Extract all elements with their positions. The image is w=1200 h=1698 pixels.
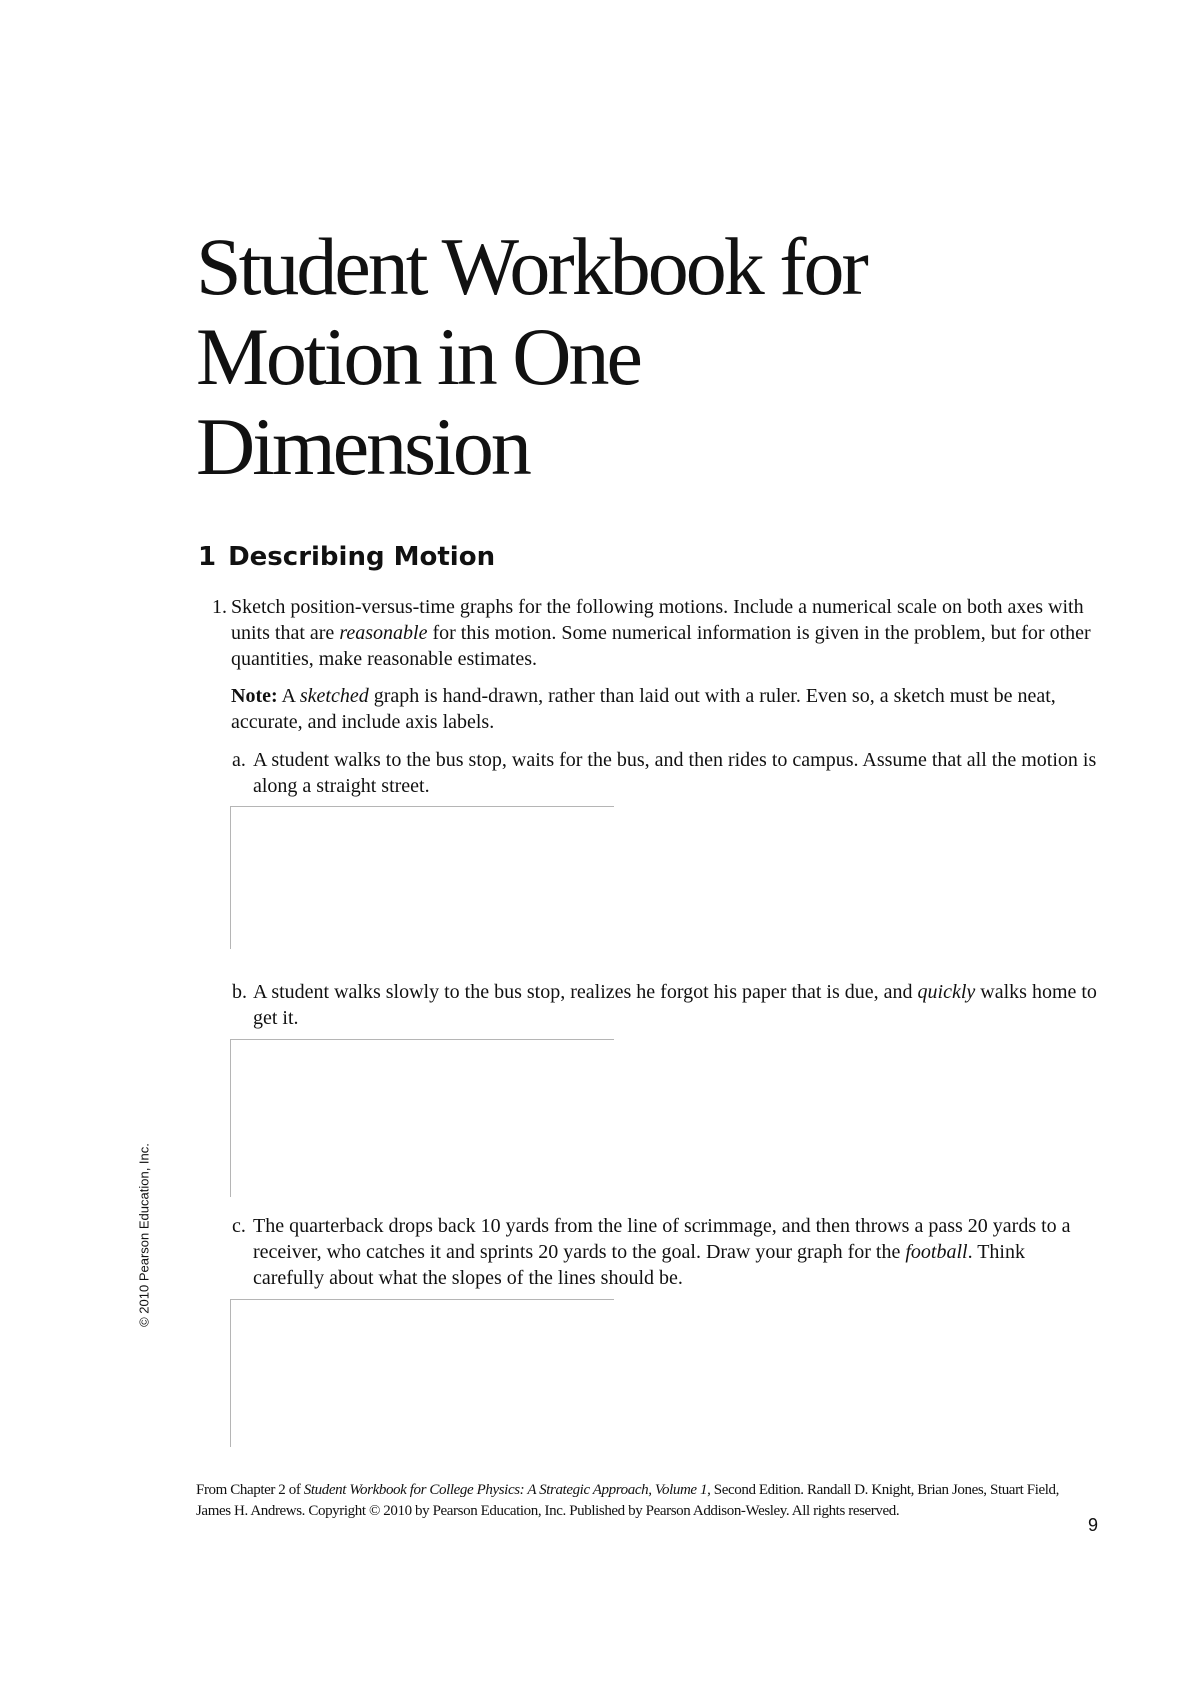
- footer-credit: [196, 1480, 1096, 1522]
- part-c-text-post: . Think carefully about what the slopes of the lines should be.: [253, 1241, 1025, 1289]
- part-a-text: A student walks to the bus stop, waits for the bus, and then rides to campus. Assume that all the motion is along a straight street.: [253, 749, 1097, 797]
- answer-graph-area-b[interactable]: [230, 1039, 614, 1197]
- footer-post: , Second Edition. Randall D. Knight, Brian Jones, Stuart Field, James H. Andrews. Copyright © 2010 by Pearson Education, Inc. Published by Pearson Addison-Wesley. All rights reserved.: [196, 1482, 1059, 1519]
- part-b-letter: b.: [232, 981, 247, 1003]
- section-heading: [198, 540, 495, 574]
- question-emphasis: reasonable: [339, 622, 428, 644]
- part-a: [232, 747, 1097, 799]
- part-b-text: [232, 979, 1097, 1031]
- part-c-text: [232, 1213, 1097, 1291]
- answer-graph-area-c[interactable]: [230, 1299, 614, 1447]
- chapter-title-line-1: Student Workbook for: [196, 221, 866, 312]
- part-b-text-pre: A student walks slowly to the bus stop, realizes he forgot his paper that is due, and: [253, 981, 918, 1003]
- question-number: 1.: [212, 596, 227, 618]
- question-text-end: for this motion. Some numerical information is given in the problem, but for other quantities, make reasonable estimates.: [231, 622, 1091, 670]
- note-text-post: graph is hand-drawn, rather than laid out with a ruler. Even so, a sketch must be neat, accurate, and include axis labels.: [231, 685, 1056, 733]
- section-title: Describing Motion: [228, 542, 496, 572]
- part-a-letter: a.: [232, 749, 246, 771]
- part-b-emphasis: quickly: [917, 981, 976, 1003]
- note-text-pre: A: [277, 685, 300, 707]
- note-label: Note:: [231, 685, 278, 707]
- note-paragraph: [231, 683, 1097, 735]
- part-c: [232, 1213, 1097, 1291]
- question-text-start: Sketch position-versus-time graphs for the following motions. Include a numerical scale on both axes with units that are: [231, 596, 1084, 644]
- part-c-emphasis: football: [905, 1241, 968, 1263]
- chapter-title: [196, 222, 996, 492]
- question-1-prompt: [212, 594, 1097, 672]
- part-c-letter: c.: [232, 1215, 246, 1237]
- chapter-title-line-3: Dimension: [196, 401, 529, 492]
- chapter-title-line-2: Motion in One: [196, 311, 640, 402]
- part-b: [232, 979, 1097, 1031]
- part-b-text-post: walks home to get it.: [253, 981, 1097, 1029]
- section-number: 1: [198, 542, 217, 572]
- footer-book-title: Student Workbook for College Physics: A Strategic Approach, Volume 1: [303, 1482, 708, 1498]
- side-copyright: © 2010 Pearson Education, Inc.: [136, 1143, 152, 1327]
- page-number: 9: [1088, 1515, 1099, 1535]
- part-c-text-pre: The quarterback drops back 10 yards from the line of scrimmage, and then throws a pass 20 yards to a receiver, who catches it and sprints 20 yards to the goal. Draw your graph for the: [253, 1215, 1071, 1263]
- question-text: [212, 594, 1097, 672]
- note-emphasis: sketched: [299, 685, 369, 707]
- footer-pre: From Chapter 2 of: [196, 1482, 304, 1498]
- answer-graph-area-a[interactable]: [230, 806, 614, 949]
